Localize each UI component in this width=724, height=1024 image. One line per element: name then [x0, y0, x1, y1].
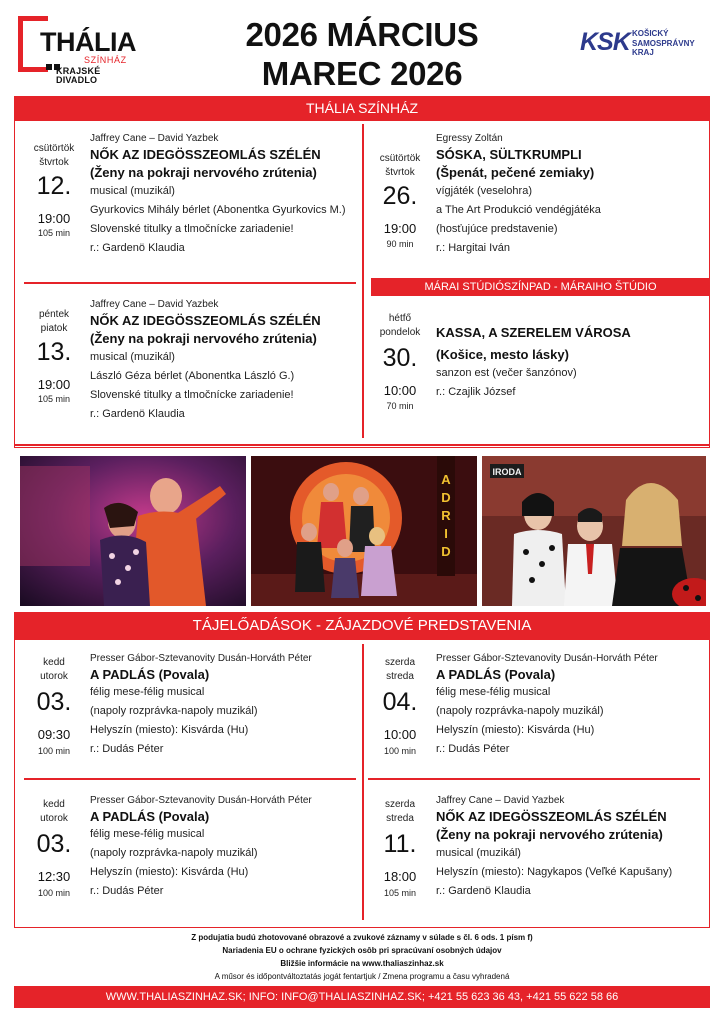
footer-note: Z podujatia budú zhotovované obrazové a zvukové záznamy v súlade s čl. 6 ods. 1 písm f): [191, 933, 533, 942]
event-day-sk: utorok: [40, 813, 68, 824]
event-day-sk: utorok: [40, 671, 68, 682]
event-title: A PADLÁS (Povala): [90, 809, 210, 824]
event-day-sk: pondelok: [379, 327, 421, 338]
event-info: félig mese-félig musical: [436, 686, 551, 698]
footer-note-link[interactable]: Bližšie informácie na www.thaliaszinhaz.sk: [280, 959, 444, 968]
event-subtitle: (Košice, mesto lásky): [436, 347, 569, 362]
event-duration: 70 min: [386, 401, 414, 411]
event-card[interactable]: [14, 124, 346, 264]
event-author: Jaffrey Cane – David Yazbek: [90, 133, 219, 144]
event-info: vígjáték (veselohra): [436, 185, 532, 197]
event-info: Slovenské titulky a tlmočnícke zariadenie!: [90, 389, 294, 401]
event-date: 13.: [36, 338, 72, 366]
event-info: félig mese-félig musical: [90, 686, 205, 698]
tour-event-card[interactable]: [14, 644, 314, 784]
event-subtitle: (Špenát, pečené zemiaky): [436, 165, 595, 180]
event-date: 04.: [382, 688, 418, 716]
event-director: r.: Gardenö Klaudia: [90, 408, 185, 420]
event-info: (napoly rozprávka-napoly muzikál): [436, 705, 604, 717]
event-director: r.: Dudás Péter: [90, 885, 164, 897]
event-date: 12.: [36, 172, 72, 200]
event-info: (napoly rozprávka-napoly muzikál): [90, 847, 258, 859]
ksk-logo-text: KOŠICKÝ SAMOSPRÁVNY KRAJ: [632, 29, 695, 58]
event-details: [90, 298, 360, 424]
event-day-sk: štvrtok: [39, 157, 69, 168]
event-day-sk: štvrtok: [385, 167, 415, 178]
production-photo-3: [482, 456, 706, 606]
ksk-logo: [580, 28, 710, 60]
event-info: musical (muzikál): [90, 351, 175, 363]
production-photo-1: [20, 456, 246, 606]
event-day-hu: kedd: [43, 657, 65, 668]
event-duration: 90 min: [386, 239, 414, 249]
event-details: [436, 652, 706, 759]
tour-event-card[interactable]: [360, 644, 660, 784]
event-author: Jaffrey Cane – David Yazbek: [90, 299, 219, 310]
production-photo-2: [251, 456, 477, 606]
event-info: Gyurkovics Mihály bérlet (Abonentka Gyurkovics M.): [90, 204, 346, 216]
event-day-hu: szerda: [384, 657, 415, 668]
event-venue: Helyszín (miesto): Nagykapos (Veľké Kapušany): [436, 866, 673, 878]
event-info: sanzon est (večer šanzónov): [436, 367, 577, 379]
page-title: 2026 MÁRCIUS: [245, 16, 479, 53]
event-venue: Helyszín (miesto): Kisvárda (Hu): [90, 724, 249, 736]
event-time: 10:00: [383, 383, 417, 398]
event-day-hu: csütörtök: [379, 153, 421, 164]
event-info: Slovenské titulky a tlmočnícke zariadenie!: [90, 223, 294, 235]
event-title: KASSA, A SZERELEM VÁROSA: [436, 325, 631, 340]
event-director: r.: Dudás Péter: [90, 743, 164, 755]
event-author: Presser Gábor-Sztevanovity Dusán-Horváth Péter: [90, 795, 312, 806]
event-details: [436, 324, 706, 402]
event-info: félig mese-félig musical: [90, 828, 205, 840]
event-duration: 105 min: [37, 228, 71, 238]
event-title: SÓSKA, SÜLTKRUMPLI: [436, 147, 582, 162]
event-details: [90, 652, 360, 759]
event-venue: Helyszín (miesto): Kisvárda (Hu): [90, 866, 249, 878]
event-time: 09:30: [37, 727, 71, 742]
section-divider: [14, 444, 710, 446]
photo-sign-letter-1: A: [441, 472, 451, 487]
event-day-hu: hétfő: [388, 313, 412, 324]
photo-sign-text: IRODA: [492, 467, 522, 477]
event-venue: Helyszín (miesto): Kisvárda (Hu): [436, 724, 595, 736]
event-title: A PADLÁS (Povala): [90, 667, 210, 682]
event-details: [90, 794, 360, 901]
logo-square: [46, 64, 52, 70]
section-header-tour: TÁJELŐADÁSOK - ZÁJAZDOVÉ PREDSTAVENIA: [14, 612, 710, 640]
event-time: 12:30: [37, 869, 71, 884]
event-day-sk: streda: [386, 813, 414, 824]
tour-event-card[interactable]: [14, 786, 314, 926]
event-author: Presser Gábor-Sztevanovity Dusán-Horváth Péter: [90, 653, 312, 664]
event-title: NŐK AZ IDEGÖSSZEOMLÁS SZÉLÉN: [90, 147, 321, 162]
event-info: a The Art Produkció vendégjátéka: [436, 204, 601, 216]
event-day-hu: kedd: [43, 799, 65, 810]
event-time: 19:00: [37, 211, 71, 226]
event-day-sk: piatok: [40, 323, 68, 334]
event-date: 11.: [383, 830, 417, 858]
logo-subtitle: SZÍNHÁZ: [84, 55, 127, 65]
event-author: Jaffrey Cane – David Yazbek: [436, 795, 565, 806]
event-info: musical (muzikál): [436, 847, 521, 859]
event-duration: 105 min: [383, 888, 417, 898]
event-details: [436, 794, 706, 901]
event-director: r.: Gardenö Klaudia: [436, 885, 531, 897]
event-card[interactable]: [14, 290, 321, 430]
thalia-logo: [18, 16, 136, 85]
photo-sign-letter-5: D: [441, 544, 451, 559]
section-header-main: THÁLIA SZÍNHÁZ: [14, 96, 710, 121]
event-date: 03.: [36, 688, 72, 716]
event-title: NŐK AZ IDEGÖSSZEOMLÁS SZÉLÉN: [90, 313, 321, 328]
event-day-hu: csütörtök: [33, 143, 75, 154]
section-header-studio: MÁRAI STÚDIÓSZÍNPAD - MÁRAIHO ŠTÚDIO: [371, 278, 710, 296]
event-card[interactable]: [360, 300, 660, 440]
event-duration: 105 min: [37, 394, 71, 404]
row-divider: [24, 282, 356, 284]
logo-subtitle-sk: KRAJSKÉ DIVADLO: [56, 66, 101, 85]
event-details: [90, 132, 360, 258]
event-info: musical (muzikál): [90, 185, 175, 197]
photo-sign-letter-4: I: [444, 526, 448, 541]
event-duration: 100 min: [37, 888, 71, 898]
event-details: [436, 132, 706, 258]
tour-event-card[interactable]: [360, 786, 673, 926]
event-duration: 100 min: [37, 746, 71, 756]
footer-contact-bar[interactable]: WWW.THALIASZINHAZ.SK; INFO: INFO@THALIASZINHAZ.SK; +421 55 623 36 43, +421 55 622 58 66: [14, 986, 710, 1008]
photo-sign-letter-2: D: [441, 490, 451, 505]
event-card[interactable]: [360, 124, 660, 264]
event-subtitle: (Ženy na pokraji nervového zrútenia): [90, 331, 317, 346]
photo-sign-letter-3: R: [441, 508, 451, 523]
event-day-hu: szerda: [384, 799, 415, 810]
event-time: 10:00: [383, 727, 417, 742]
event-time: 19:00: [37, 377, 71, 392]
ksk-logo-mark: KSK: [580, 28, 630, 56]
event-title: A PADLÁS (Povala): [436, 667, 556, 682]
event-time: 18:00: [383, 869, 417, 884]
event-director: r.: Czajlik József: [436, 386, 516, 398]
page-title-sk: MAREC 2026: [261, 55, 463, 92]
event-subtitle: (Ženy na pokraji nervového zrútenia): [90, 165, 317, 180]
event-info: László Géza bérlet (Abonentka László G.): [90, 370, 295, 382]
event-director: r.: Dudás Péter: [436, 743, 510, 755]
footer-disclaimer: A műsor és időpontváltoztatás jogát fentartjuk / Zmena programu a času vyhradená: [214, 972, 510, 981]
footer-note: Nariadenia EU o ochrane fyzických osôb pri spracúvaní osobných údajov: [222, 946, 502, 955]
event-date: 03.: [36, 830, 72, 858]
event-info: (napoly rozprávka-napoly muzikál): [90, 705, 258, 717]
logo-title: THÁLIA: [40, 27, 136, 57]
event-author: Egressy Zoltán: [436, 133, 503, 144]
event-time: 19:00: [383, 221, 417, 236]
event-date: 30.: [382, 344, 418, 372]
event-director: r.: Hargitai Iván: [436, 242, 510, 254]
event-duration: 100 min: [383, 746, 417, 756]
event-info: (hosťujúce predstavenie): [436, 223, 558, 235]
event-author: Presser Gábor-Sztevanovity Dusán-Horváth Péter: [436, 653, 658, 664]
event-date: 26.: [382, 182, 418, 210]
event-day-sk: streda: [386, 671, 414, 682]
event-title: NŐK AZ IDEGÖSSZEOMLÁS SZÉLÉN: [436, 809, 667, 824]
event-director: r.: Gardenö Klaudia: [90, 242, 185, 254]
event-day-hu: péntek: [38, 309, 70, 320]
event-subtitle: (Ženy na pokraji nervového zrútenia): [436, 827, 663, 842]
